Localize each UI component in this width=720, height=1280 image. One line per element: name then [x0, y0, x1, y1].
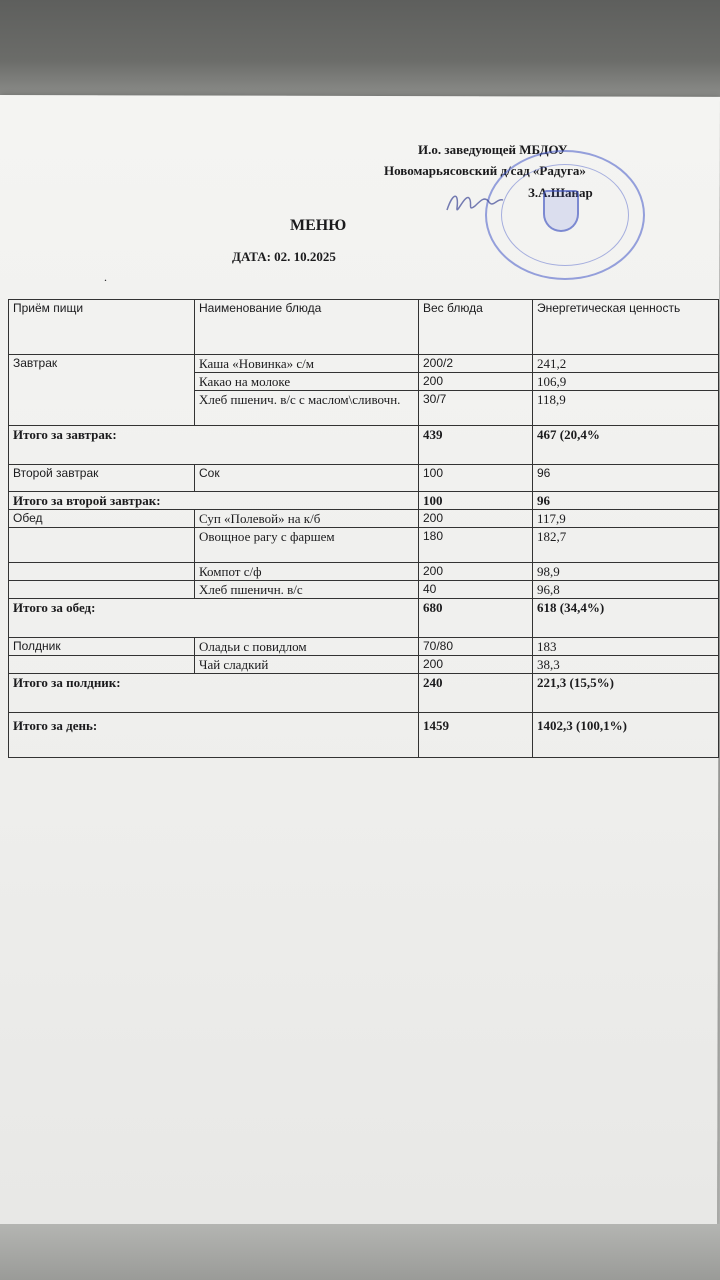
- dish-name: Овощное рагу с фаршем: [195, 528, 419, 563]
- dish-weight: 40: [419, 581, 533, 599]
- seal-emblem-icon: [543, 190, 579, 232]
- subtotal-label: Итого за завтрак:: [9, 426, 419, 465]
- approval-organization: Новомарьясовский д/сад «Радуга»: [384, 163, 586, 178]
- page-title: МЕНЮ: [290, 217, 347, 234]
- meal-empty-cell: [9, 656, 195, 674]
- approval-position: И.о. заведующей МБДОУ: [418, 142, 568, 157]
- dish-energy: 98,9: [533, 563, 719, 581]
- dish-weight: 200: [419, 563, 533, 581]
- dish-energy: 183: [533, 638, 719, 656]
- dish-energy: 106,9: [533, 373, 719, 391]
- dish-name: Чай сладкий: [195, 656, 419, 674]
- meal-empty-cell: [9, 528, 195, 563]
- dish-name: Оладьи с повидлом: [195, 638, 419, 656]
- dish-energy: 96,8: [533, 581, 719, 599]
- dish-weight: 100: [419, 465, 533, 492]
- dish-weight: 200/2: [419, 355, 533, 373]
- meal-breakfast: Завтрак: [9, 355, 195, 426]
- dish-name: Какао на молоке: [195, 373, 419, 391]
- dish-name: Каша «Новинка» с/м: [195, 355, 419, 373]
- table-row: [9, 465, 719, 492]
- table-header-row: [9, 300, 719, 355]
- subtotal-label: Итого за второй завтрак:: [9, 492, 419, 510]
- subtotal-energy: 96: [533, 492, 719, 510]
- day-total-label: Итого за день:: [9, 713, 419, 758]
- table-row: [9, 355, 719, 373]
- subtotal-row: [9, 492, 719, 510]
- subtotal-row: [9, 599, 719, 638]
- table-row: [9, 510, 719, 528]
- dish-weight: 200: [419, 656, 533, 674]
- dish-weight: 200: [419, 510, 533, 528]
- stray-mark: .: [104, 270, 107, 284]
- dish-energy: 118,9: [533, 391, 719, 426]
- meal-second-breakfast: Второй завтрак: [9, 465, 195, 492]
- subtotal-label: Итого за полдник:: [9, 674, 419, 713]
- subtotal-row: [9, 426, 719, 465]
- subtotal-weight: 240: [419, 674, 533, 713]
- day-total-weight: 1459: [419, 713, 533, 758]
- background-surface: [0, 1224, 720, 1280]
- dish-energy: 38,3: [533, 656, 719, 674]
- approval-signatory: З.А.Шанар: [528, 185, 593, 200]
- dish-weight: 30/7: [419, 391, 533, 426]
- table-row: [9, 528, 719, 563]
- dish-name: Сок: [195, 465, 419, 492]
- subtotal-label: Итого за обед:: [9, 599, 419, 638]
- dish-energy: 241,2: [533, 355, 719, 373]
- table-row: [9, 581, 719, 599]
- subtotal-weight: 439: [419, 426, 533, 465]
- dish-name: Суп «Полевой» на к/б: [195, 510, 419, 528]
- subtotal-energy: 618 (34,4%): [533, 599, 719, 638]
- meal-empty-cell: [9, 563, 195, 581]
- dish-name: Хлеб пшеничн. в/с: [195, 581, 419, 599]
- table-row: [9, 656, 719, 674]
- dish-energy: 182,7: [533, 528, 719, 563]
- header-weight: Вес блюда: [419, 300, 533, 355]
- header-energy: Энергетическая ценность: [533, 300, 719, 355]
- table-row: [9, 638, 719, 656]
- day-total-energy: 1402,3 (100,1%): [533, 713, 719, 758]
- menu-date: ДАТА: 02. 10.2025: [232, 249, 336, 264]
- dish-weight: 180: [419, 528, 533, 563]
- meal-empty-cell: [9, 581, 195, 599]
- subtotal-row: [9, 674, 719, 713]
- dish-name: Компот с/ф: [195, 563, 419, 581]
- day-total-row: [9, 713, 719, 758]
- subtotal-energy: 221,3 (15,5%): [533, 674, 719, 713]
- header-meal: Приём пищи: [9, 300, 195, 355]
- subtotal-weight: 680: [419, 599, 533, 638]
- header-dish: Наименование блюда: [195, 300, 419, 355]
- dish-name: Хлеб пшенич. в/с с маслом\сливочн.: [195, 391, 419, 426]
- dish-energy: 96: [533, 465, 719, 492]
- subtotal-energy: 467 (20,4%: [533, 426, 719, 465]
- dish-weight: 200: [419, 373, 533, 391]
- handwritten-signature: [445, 188, 505, 218]
- menu-table: [8, 299, 719, 758]
- dish-energy: 117,9: [533, 510, 719, 528]
- meal-snack: Полдник: [9, 638, 195, 656]
- dish-weight: 70/80: [419, 638, 533, 656]
- subtotal-weight: 100: [419, 492, 533, 510]
- meal-lunch: Обед: [9, 510, 195, 528]
- table-row: [9, 563, 719, 581]
